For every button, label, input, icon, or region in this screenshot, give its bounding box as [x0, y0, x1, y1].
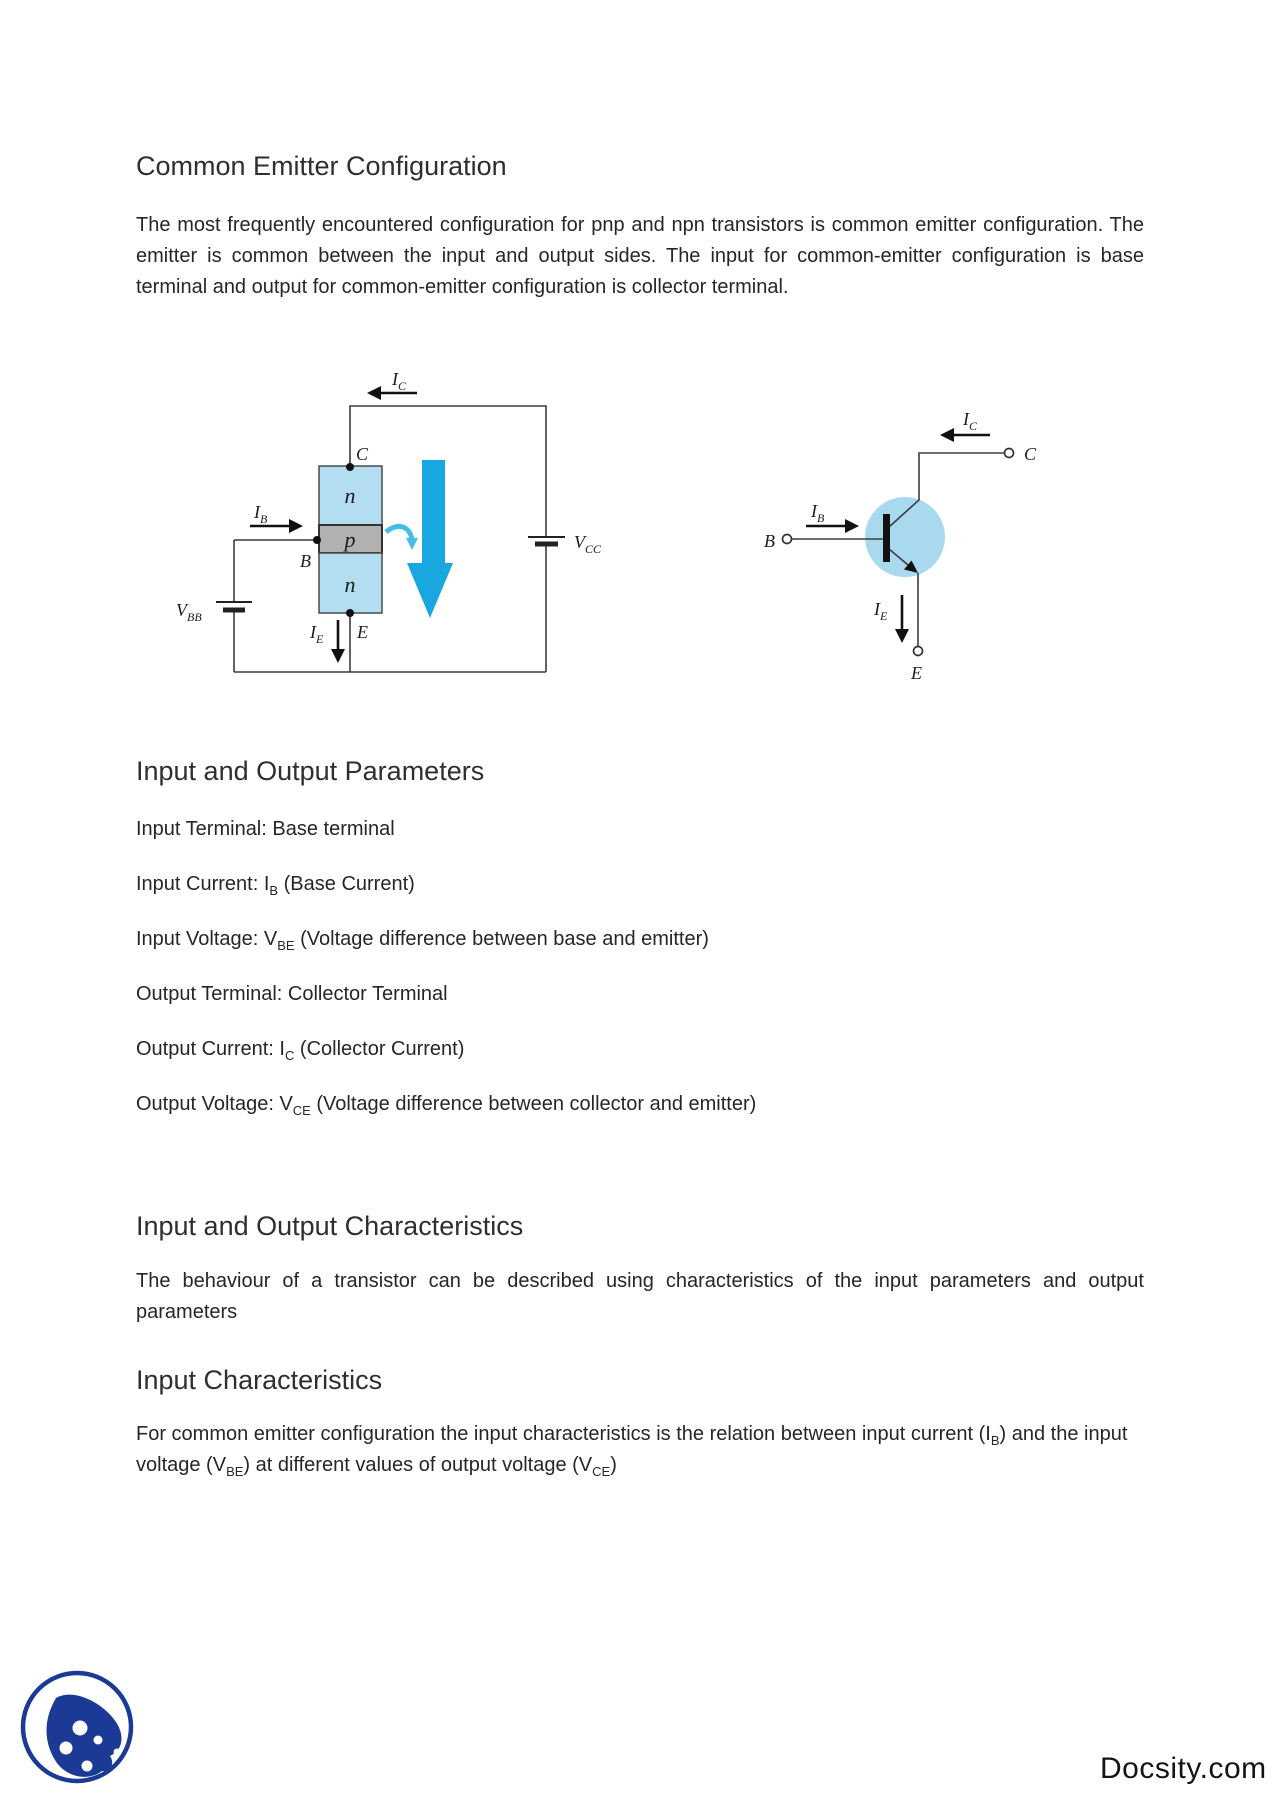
- collector-terminal-label: C: [356, 444, 369, 464]
- parameters-list: [136, 817, 1144, 1147]
- parameter-output-current: Output Current: $I_C$ (Collector Current): [136, 1038, 465, 1063]
- intro-paragraph: The most frequently encountered configuration for pnp and npn transistors is common emitter configuration. The emitter is common between the input and output sides. The input for common-emitter configuration is base terminal and output for common-emitter configuration is collector terminal.: [136, 214, 1144, 298]
- base-terminal-label: B: [300, 551, 311, 571]
- collector-terminal-node: [1005, 449, 1014, 458]
- base-bar: [883, 514, 890, 562]
- ie-current-arrow: [895, 595, 909, 643]
- vbb-battery: [216, 602, 252, 610]
- base-terminal-node: [783, 535, 792, 544]
- ib-label: $I_B$: [811, 501, 825, 525]
- transistor-structure-figure: [170, 360, 622, 697]
- parameter-output-voltage: Output Voltage: $V_{CE}$ (Voltage difference between collector and emitter): [136, 1093, 757, 1118]
- parameter-input-terminal: Input Terminal: Base terminal: [136, 818, 395, 840]
- ic-label: $I_C$: [963, 409, 978, 433]
- ie-label: $I_E$: [310, 622, 324, 646]
- n-top-label: n: [344, 483, 356, 508]
- characteristics-paragraph: The behaviour of a transistor can be described using characteristics of the input parameters and output parameters: [136, 1270, 1144, 1323]
- page-title: Common Emitter Configuration: [136, 151, 507, 181]
- ic-current-arrow: [940, 428, 990, 442]
- docsity-logo: [18, 1668, 138, 1793]
- collector-junction-dot: [346, 463, 354, 471]
- ib-label: $I_B$: [254, 502, 268, 526]
- base-terminal-label: B: [764, 531, 775, 551]
- brand-text: Docsity.com: [1100, 1752, 1267, 1785]
- npn-symbol-diagram: [750, 395, 1050, 695]
- ic-label: $I_C$: [392, 369, 407, 393]
- p-label: p: [344, 527, 356, 552]
- emitter-junction-dot: [346, 609, 354, 617]
- emitter-terminal-label: E: [357, 622, 368, 642]
- ib-current-arrow: [806, 519, 859, 533]
- input-characteristics-heading: Input Characteristics: [136, 1365, 383, 1395]
- parameters-heading: Input and Output Parameters: [136, 756, 485, 786]
- parameter-input-voltage: Input Voltage: $V_{BE}$ (Voltage difference between base and emitter): [136, 928, 709, 953]
- docsity-logo-icon: [18, 1668, 138, 1788]
- ie-current-arrow: [331, 620, 345, 663]
- logo-hole-1: [73, 1721, 88, 1736]
- vcc-battery: [528, 537, 565, 544]
- npn-structure-diagram: [170, 360, 622, 692]
- recombination-arrow: [386, 526, 418, 550]
- emitter-terminal-node: [914, 647, 923, 656]
- ie-label: $I_E$: [874, 599, 888, 623]
- vbb-label: $V_{BB}$: [176, 600, 202, 624]
- input-characteristics-paragraph: For common emitter configuration the input characteristics is the relation between input current $(I_B)$ and the input voltage $(V_{BE})$ at different values of output voltage $(V_{CE})$: [136, 1423, 1128, 1479]
- collector-terminal-label: C: [1024, 444, 1037, 464]
- logo-hole-2: [60, 1742, 73, 1755]
- logo-hole-5: [114, 1749, 121, 1756]
- vcc-label: $V_{CC}$: [574, 532, 602, 556]
- characteristics-heading: Input and Output Characteristics: [136, 1211, 524, 1241]
- n-bottom-label: n: [344, 572, 356, 597]
- logo-hole-3: [94, 1736, 103, 1745]
- parameter-input-current: Input Current: $I_B$ (Base Current): [136, 873, 415, 898]
- emitter-terminal-label: E: [911, 663, 922, 683]
- base-junction-dot: [313, 536, 321, 544]
- symbol-highlight-circle: [865, 497, 945, 577]
- logo-hole-4: [82, 1761, 93, 1772]
- transistor-symbol-figure: [750, 395, 1050, 700]
- parameter-output-terminal: Output Terminal: Collector Terminal: [136, 983, 448, 1005]
